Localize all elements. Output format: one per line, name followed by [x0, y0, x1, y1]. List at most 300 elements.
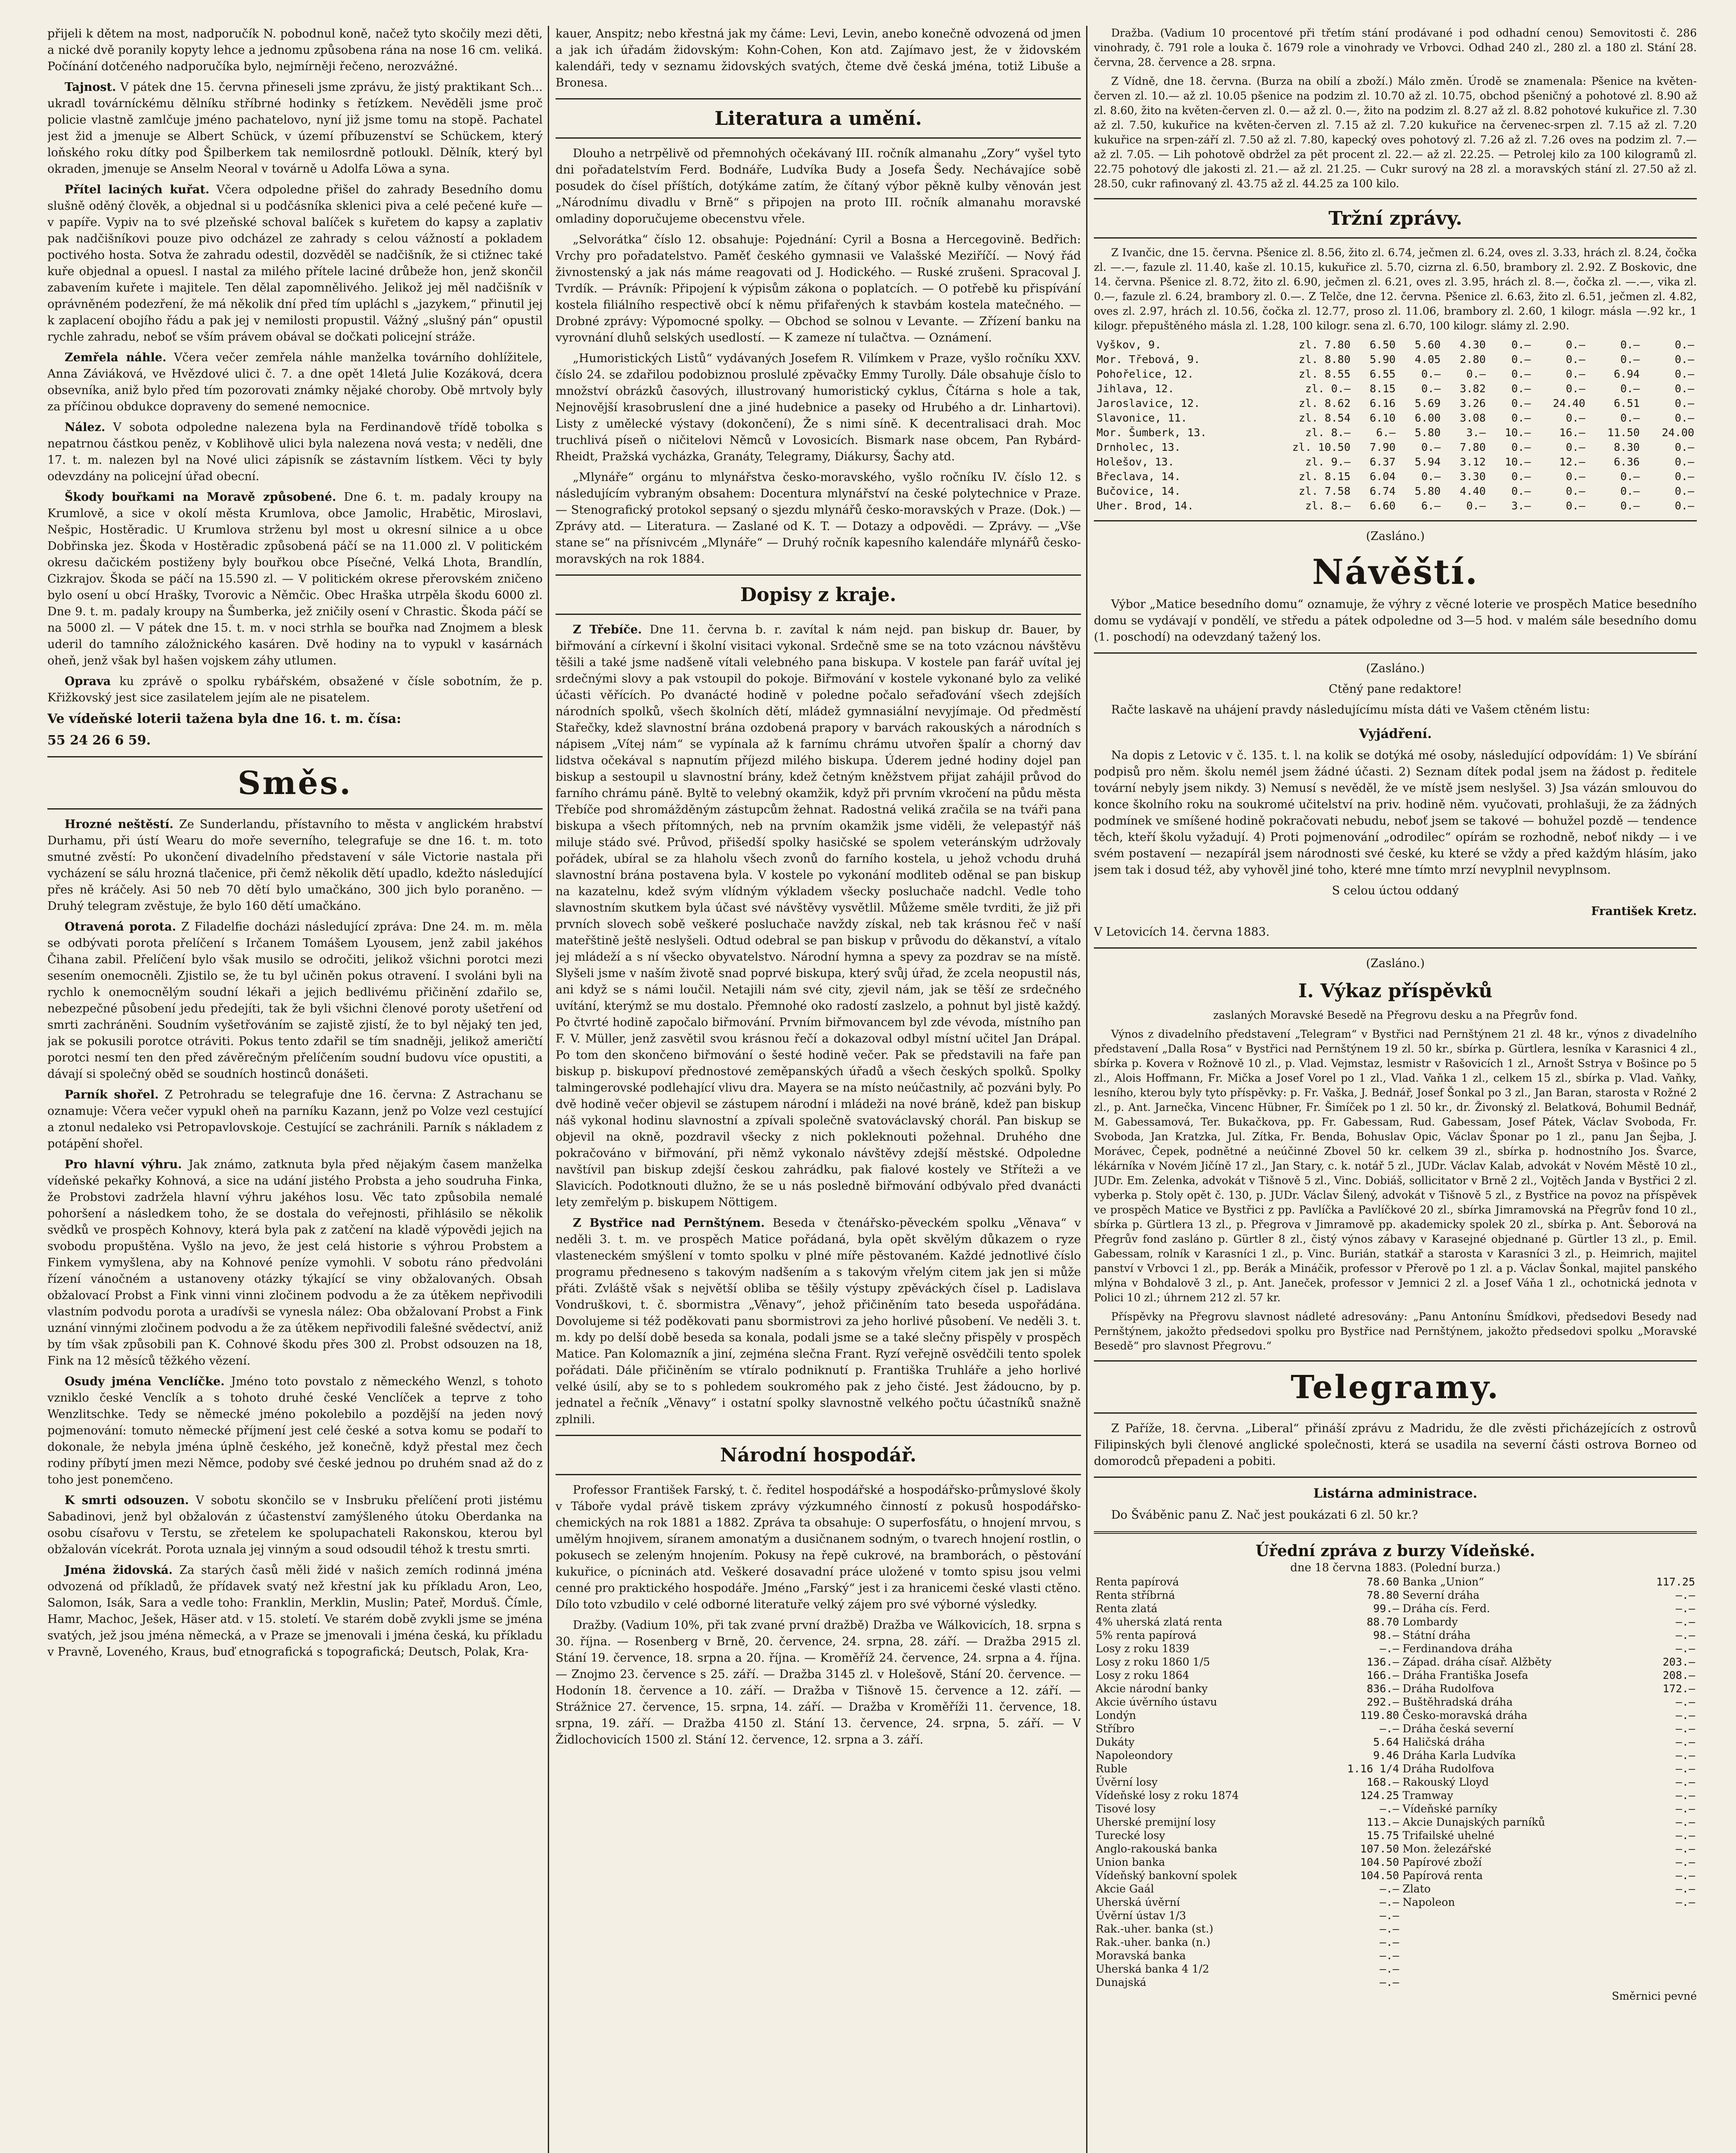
bourse-value: —.—: [1675, 1776, 1695, 1788]
market-price: 6.55: [1370, 368, 1396, 380]
bourse-value: —.—: [1379, 1963, 1399, 1975]
bourse-value: 1.16 1/4: [1347, 1762, 1399, 1775]
market-row: [1094, 382, 1697, 396]
market-price: 10.—: [1505, 426, 1531, 439]
news-text: V sobotu skončilo se v Insbruku přelíčení proti jistému Sabadinovi, jenž byl obžalován z účastenství zamýšleného útoku Oberdanka na osobu císařovu v Terstu, se zřetelem ke spolupachateli Rakonskou, kterou byl obžalován vícekrát. Porota uznala jej vinným a soud odsoudil téhož k trestu smrti.: [47, 1494, 543, 1556]
bourse-item: Uherská banka 4 1/2: [1096, 1963, 1209, 1975]
bourse-item: Úvěrní losy: [1096, 1776, 1158, 1788]
market-price: 8.30: [1614, 441, 1640, 453]
section-heading: Tržní zprávy.: [1328, 208, 1463, 230]
lottery-numbers: 55 24 26 6 59.: [47, 733, 151, 748]
bourse-value: 208.—: [1662, 1669, 1695, 1681]
section-heading: Vyjádření.: [1359, 726, 1432, 741]
market-price: 6.36: [1614, 456, 1640, 468]
bourse-row: [1094, 1575, 1697, 1588]
bourse-value: —.—: [1675, 1856, 1695, 1868]
market-price: 0.—: [1511, 397, 1531, 410]
bourse-row: [1094, 1936, 1697, 1949]
market-price: 0.—: [1620, 470, 1640, 483]
news-title: Z Bystřice nad Pernštýnem.: [573, 1216, 765, 1230]
bourse-item: Losy z roku 1864: [1096, 1669, 1189, 1681]
market-price: 0.—: [1674, 338, 1694, 351]
news-title: Zemřela náhle.: [65, 351, 167, 364]
bourse-row: [1094, 1749, 1697, 1762]
section-divider: [556, 137, 1081, 139]
market-price: zl. 8.—: [1305, 426, 1351, 439]
news-item: [47, 1492, 543, 1558]
market-price: 0.—: [1421, 470, 1441, 483]
market-price: 0.—: [1421, 441, 1441, 453]
market-price: zl. 8.—: [1305, 499, 1351, 512]
bourse-value: —.—: [1675, 1883, 1695, 1895]
market-price: 11.50: [1607, 426, 1640, 439]
news-title: Z Třebíče.: [573, 623, 642, 636]
bourse-row: [1094, 1669, 1697, 1682]
bourse-value: 166.—: [1366, 1669, 1399, 1681]
market-price: 3.30: [1460, 470, 1486, 483]
news-item: [47, 673, 543, 706]
bourse-row: [1094, 1722, 1697, 1735]
market-row: [1094, 499, 1697, 513]
news-text: V pátek dne 15. června přineseli jsme zprávu, že jistý praktikant Sch... ukradl továrníckému dělníku stříbrné hodinky s řetízkem. Nevěděli jsme proč policie vlastně zamlčuje jméno pachatelovo, nyní již jsme tomu na stopě. Pachatel jest žid a jmenuje se Albert Schück, v území příbuzenství se Schückem, který loňského roku dítky pod Špilberkem tak nemilosrdně potloukl. Dělník, který byl okraden, jmenuje se Anselm Neoral v továrně u Adolfa Löwa a syna.: [47, 81, 543, 176]
section-divider: [1094, 198, 1697, 199]
bourse-row: [1094, 1869, 1697, 1882]
news-text: Z Petrohradu se telegrafuje dne 16. června: Z Astrachanu se oznamuje: Včera večer vypukl oheň na parníku Kazann, jenž po Volze vezl cestující a ztonul nedaleko vsi Petropavlovskoje. Cestující se zachránili. Parník s nákladem z potápění shořel.: [47, 1088, 543, 1151]
market-price: zl. 0.—: [1305, 382, 1351, 395]
market-price: 0.—: [1620, 485, 1640, 497]
bourse-item: Rak.-uher. banka (n.): [1096, 1936, 1211, 1948]
market-price: 0.—: [1511, 338, 1531, 351]
market-place: Uher. Brod, 14.: [1096, 499, 1194, 512]
bourse-item: Česko-moravská dráha: [1402, 1709, 1528, 1722]
section-divider: [1094, 1531, 1697, 1534]
market-price: zl. 9.—: [1305, 456, 1351, 468]
news-text: Dne 6. t. m. padaly kroupy na Krumlově, a sice v okolí města Krumlova, obce Jamolic, Hrabětic, Miroslavi, Nešpic, Hostěradic. U Krumlova strženu byl most u okresní silnice a u obce Dobřinska jez. Škoda v Hostěradic způsobená páčí se na 11.000 zl. V politickém okresu dačickém postiženy byly bouřkou obce Písečné, Velká Lhota, Brandlín, Cizkrajov. Škoda se páčí na 15.590 zl. — V politickém okrese přerovském zničeno bylo osení u obcí Hrašky, Tvorovic a Němčic. Obec Hraška utrpěla škodu 6000 zl. Dne 9. t. m. padaly kroupy na Šumberka, jež zničily osení v Chrastic. Škoda páčí se na 5000 zl. — V pátek dne 15. t. m. v noci strhla se bouřka nad Znojmem a blesk uderil do tamního záložnického kasáren. Dvě hodiny na to vypukl v kasárnách oheň, jenž však byl hašen vojskem záhy utlumen.: [47, 490, 543, 667]
section-divider: [1094, 520, 1697, 521]
market-price: 8.15: [1370, 382, 1396, 395]
market-row: [1094, 396, 1697, 411]
market-price: 0.—: [1565, 485, 1586, 497]
bourse-value: [1633, 1949, 1697, 1962]
bourse-item: Dráha Rudolfova: [1402, 1762, 1494, 1775]
market-price: 0.—: [1565, 499, 1586, 512]
bourse-value: —.—: [1675, 1629, 1695, 1641]
market-price: 0.—: [1674, 397, 1694, 410]
bourse-row: [1094, 1709, 1697, 1722]
bourse-value: —.—: [1675, 1696, 1695, 1708]
bourse-value: —.—: [1379, 1923, 1399, 1935]
market-price: 5.94: [1415, 456, 1441, 468]
column-1: [47, 26, 543, 2153]
news-item: [47, 1087, 543, 1152]
section-divider: [47, 808, 543, 810]
section-heading: Návěští.: [1312, 552, 1479, 592]
zaslano-label: (Zasláno.): [1366, 530, 1425, 543]
section-divider: [1094, 1477, 1697, 1478]
bourse-value: —.—: [1379, 1722, 1399, 1735]
bourse-item: Akcie Dunajských parníků: [1402, 1816, 1545, 1828]
bourse-item: [1401, 1949, 1633, 1962]
market-place: Jaroslavice, 12.: [1096, 397, 1200, 410]
article-text: Příspěvky na Přegrovu slavnost nádleté adresovány: „Panu Antonínu Šmídkovi, předsedovi Besedy nad Pernštýnem, jakožto předsedovi spolku pro Bystřice nad Pernštýnem, jakožto předsedovi spolku „Moravské Besedě“ pro slavnost Přegrovu.“: [1094, 1310, 1697, 1352]
market-price: 0.—: [1511, 441, 1531, 453]
market-price: 3.08: [1460, 412, 1486, 424]
news-title: Jména židovská.: [65, 1564, 173, 1577]
bourse-row: [1094, 1682, 1697, 1695]
bourse-value: 203.—: [1662, 1656, 1695, 1668]
bourse-item: Trifailské uhelné: [1402, 1829, 1495, 1842]
bourse-row: [1094, 1829, 1697, 1842]
bourse-item: Papírové zboží: [1402, 1856, 1482, 1868]
market-price: 4.40: [1460, 485, 1486, 497]
bourse-item: Moravská banka: [1096, 1949, 1186, 1962]
bourse-value: [1633, 1936, 1697, 1949]
article-text: „Mlynáře“ orgánu to mlynářstva česko-moravského, vyšlo ročníku IV. číslo 12. s následujícím vybraným obsahem: Docentura mlynářství na české polytechnice v Praze. — Stenografický protokol sepsaný o sjezdu mlynářů česko-moravských v Praze. (Dok.) — Zprávy atd. — Literatura. — Zaslané od K. T. — Dotazy a odpovědi. — Zprávy. — „Vše stane se“ na přísnivcém „Mlynáře“ — Druhý ročník kapesního kalendáře mlynářů česko-moravských na rok 1884.: [556, 471, 1081, 566]
news-text: Dne 11. června b. r. zavítal k nám nejd. pan biskup dr. Bauer, by biřmování a církevní i školní visitaci vykonal. Srdečně sme se na toto vzácnou návštěvu těšili a také jsme nadšeně vítali velebného pana biskupa. V kostele pan farář uvítal jej srdečnými slovy a pak vstoupil do pokoje. Biřmování v kostele vykonané bylo za veliké účasti věřících. Po dvanácté hodině v poledne počalo seřaďování všech zdejších národních spolků, všech školních dětí, mládež gymnasiální nevyjímaje. Od předměstí Stařečky, kdež slavnostní brána ozdobená prapory v barvách rakouských a národních s nápisem „Vítej nám“ se vypínala až k farnímu chrámu utvořen špalír a chorný dav lidstva očekával s napnutím příjezd milého biskupa. Úderem jedné hodiny dojel pan biskup a sestoupil u slavnostní brány, kdež četným kněžstvem přijat zahájil průvod do farního chrámu páně. Byltě to velebný okamžik, když při prvním vkročení na půdu města Třebíče pod shromážděným zástupcům žehnat. Radostná veliká zračila se na tváři pana biskupa a všech přítomných, neb na prvním okamžik jsme viděli, že velepastýř náš miluje stádo své. Průvod, přišedší spolky hasičské se spolem veteránským udržovaly pořádek, ubíral se za hlaholu všech zvonů do farního kostela, u jehož vchodu druhá slavnostní brána postavena byla. V kostele po vykonání modliteb oděnal se pan biskup na kazatelnu, kdež svým vlídným výkladem všecky posluchače nadchl. Vedle toho slavnostním skutkem byla účast své návštěvy vysvětlil. Můžeme směle tvrditi, že již při prvních slovech sobě veškeré posluchače navždy získal, neb tak krásnou řeč v naší mateřštině ještě neslyšeli. Odtud odebral se pan biskup v průvodu do děkanství, a vítalo jej mládeží a s ní všecko obyvatelstvo. Národní hymna a spevy za pozdrav se na místě. Slyšeli jsme v naším životě snad poprvé biskupa, který svůj úřad, že zcela neopustil nás, ani když se s námi loučil. Netajili nám své city, zjevil nám, jak se těší ze srdečného uvítání, kterýmž se mu dostalo. Přemnohé oko radostí zaslzelo, a pohnut byl jistě každý. Po čtvrté hodině započalo biřmování. Prvním biřmovancem byl zde vévoda, místního pan F. V. Müller, jenž zasvětil svou krásnou řečí a dokazoval odbyl místní učitel Jan Drápal. Po tom den skončeno biřmování o šesté hodině večer. Pak se představili na faře pan biskup p. biskupoví přednostové zeměpanských úřadů a všech českých spolků. Spolky talmingerovské podlehající vlivu dra. Mayera se na místo neúčastnily, ač pozváni byly. Po dvě hodině večer objevil se zástupem národní i mládeži na nové bráně, kdež pan biskup náš vykonal hodinu slavnostní a zpívali společně svatováclavský chorál. Pan biskup se objevil na okně, pozdravil všecky z nich pokleknouti požehnal. Druhého dne pokračováno v biřmování, při němž vykonalo návštěvy zdejší městské. Odpoledne navštívil pan biskup zdejší českou zahrádku, pak fialové kostely ve Stříteži a ve Slavicích. Podotknouti dlužno, že se u nás posledně biřmování odbývalo před dvanácti lety zemřelým p. biskupem Nöttigem.: [556, 623, 1081, 1209]
bourse-item: Uherská úvěrní: [1096, 1896, 1180, 1908]
market-price: 0.—: [1565, 441, 1586, 453]
bourse-item: Dráha Františka Josefa: [1402, 1669, 1528, 1681]
market-price: 0.—: [1466, 368, 1486, 380]
news-item: [47, 350, 543, 415]
column-2: [556, 26, 1081, 2153]
bourse-item: Severní dráha: [1402, 1589, 1480, 1601]
bourse-value: 98.—: [1373, 1629, 1399, 1641]
market-price: 6.04: [1370, 470, 1396, 483]
bourse-value: 107.50: [1360, 1843, 1399, 1855]
bourse-item: Dráha Karla Ludvíka: [1402, 1749, 1516, 1762]
news-text: Za starých časů měli židé v našich zemích rodinná jména odvozená od příkladů, že přídavek svatý než křestní jak ku příkladu Aron, Leo, Salomon, Isák, Sara a vedle toho: Franklin, Merklin, Muslin; Pateř, Morduš. Čímle, Hamr, Machoc, Ješek, Häser atd. v 15. století. Ve starém době zvykli jsme se jména svatých, jež jsou jména německá, a v Praze se jmenovali i jména česká, ku příkladu v Pravně, Loveného, Kraus, buď etnografická s topografická; Deutsch, Polak, Kra-: [47, 1564, 543, 1659]
market-place: Jihlava, 12.: [1096, 382, 1174, 395]
zaslano-label: (Zasláno.): [1366, 662, 1425, 675]
bourse-value: —.—: [1379, 1949, 1399, 1962]
bourse-row: [1094, 1909, 1697, 1922]
bourse-item: Tramway: [1402, 1789, 1453, 1802]
bourse-item: Ruble: [1096, 1762, 1127, 1775]
bourse-item: Dráha Rudolfova: [1402, 1682, 1494, 1695]
market-price: zl. 10.50: [1292, 441, 1351, 453]
bourse-item: Rak.-uher. banka (st.): [1096, 1923, 1214, 1935]
bourse-item: Papírová renta: [1402, 1869, 1483, 1882]
section-heading: Listárna administrace.: [1313, 1486, 1478, 1501]
news-title: Přítel laciných kuřat.: [65, 183, 210, 196]
news-text: Včera večer zemřela náhle manželka továrního dohlížitele, Anna Záviáková, ve Hvězdové ulici č. 7. a dne opět 14letá Julie Kozáková, dcera obsevníka, aniž bylo před tím pozorovati známky nějaké choroby. Obě mrtvoly byly za příčinou obdukce dopraveny do semené nemocnice.: [47, 351, 543, 413]
news-title: Nález.: [65, 421, 106, 434]
news-title: K smrti odsouzen.: [65, 1494, 189, 1507]
market-price: 0.—: [1620, 499, 1640, 512]
market-price: 0.—: [1421, 382, 1441, 395]
market-price: 0.—: [1674, 353, 1694, 366]
market-row: [1094, 411, 1697, 425]
bourse-row: [1094, 1882, 1697, 1896]
section-heading: Dopisy z kraje.: [740, 584, 897, 606]
market-price: 0.—: [1565, 382, 1586, 395]
bourse-row: [1094, 1602, 1697, 1615]
bourse-value: —.—: [1675, 1816, 1695, 1828]
market-place: Vyškov, 9.: [1096, 338, 1161, 351]
place-date: V Letovicích 14. června 1883.: [1094, 925, 1270, 939]
market-place: Pohořelice, 12.: [1096, 368, 1194, 380]
bourse-item: [1401, 1962, 1633, 1976]
bourse-value: 15.75: [1366, 1829, 1399, 1842]
market-price: 0.—: [1565, 368, 1586, 380]
section-heading: Literatura a umění.: [714, 108, 922, 130]
market-price: 3.12: [1460, 456, 1486, 468]
bourse-item: Akcie národní banky: [1096, 1682, 1208, 1695]
bourse-value: —.—: [1675, 1642, 1695, 1655]
news-title: Tajnost.: [65, 81, 116, 94]
bourse-item: Vídeňské losy z roku 1874: [1096, 1789, 1239, 1802]
section-heading: I. Výkaz příspěvků: [1298, 980, 1493, 1002]
bourse-item: Londýn: [1096, 1709, 1136, 1722]
market-price: 0.—: [1620, 338, 1640, 351]
bourse-row: [1094, 1695, 1697, 1709]
news-title: Škody bouřkami na Moravě způsobené.: [65, 490, 336, 504]
bourse-row: [1094, 1855, 1697, 1869]
bourse-item: [1401, 1936, 1633, 1949]
market-price: zl. 8.80: [1298, 353, 1351, 366]
bourse-value: —.—: [1675, 1589, 1695, 1601]
market-price: 0.—: [1620, 353, 1640, 366]
news-title: Otravená porota.: [65, 920, 176, 934]
market-price: zl. 8.54: [1298, 412, 1351, 424]
bourse-value: —.—: [1675, 1869, 1695, 1882]
market-price: 0.—: [1421, 368, 1441, 380]
market-price: 4.30: [1460, 338, 1486, 351]
section-heading: Telegramy.: [1290, 1369, 1500, 1406]
bourse-row: [1094, 1789, 1697, 1802]
bourse-item: Turecké losy: [1096, 1829, 1165, 1842]
bourse-row: [1094, 1815, 1697, 1829]
bourse-item: Tisové losy: [1096, 1802, 1156, 1815]
market-price: 6.16: [1370, 397, 1396, 410]
section-heading: Směs.: [237, 765, 353, 802]
market-row: [1094, 469, 1697, 484]
bourse-value: —.—: [1675, 1829, 1695, 1842]
subheading: zaslaných Moravské Besedě na Přegrovu desku a na Přegrův fond.: [1213, 1009, 1578, 1021]
bourse-item: Západ. dráha císař. Alžběty: [1402, 1656, 1552, 1668]
bourse-item: Losy z roku 1839: [1096, 1642, 1189, 1655]
article-text: Dlouho a netrpělivě od přemnohých očekávaný III. ročník almanahu „Zory“ vyšel tyto dni pořadatelstvím Ferd. Bodnáře, Ludvíka Budy a Josefa Šedy. Nechávajíce sobě posudek do čísel příštích, dotýkáme zatím, že čítaný výbor pěkně kulby věnován jest „Národnímu divadlu v Brně“ s připojen na proto III. ročník almanahu moravské omladiny doporučujeme obecenstvu vřele.: [556, 147, 1081, 226]
market-price: 6.94: [1614, 368, 1640, 380]
section-divider: [556, 98, 1081, 99]
market-price: 0.—: [1466, 499, 1486, 512]
bourse-item: Dráha cís. Ferd.: [1402, 1602, 1490, 1615]
bourse-value: —.—: [1675, 1736, 1695, 1748]
market-row: [1094, 338, 1697, 352]
bourse-value: 124.25: [1360, 1789, 1399, 1802]
market-price: 6.00: [1415, 412, 1441, 424]
market-row: [1094, 455, 1697, 469]
article-text: Z Paříže, 18. června. „Liberal“ přináší zprávu z Madridu, že dle zvěsti přicházejících z ostrovů Filipinských byli členové anglické společnosti, která se usadila na severní části ostrova Borneo od domorodců přepadeni a pobiti.: [1094, 1422, 1697, 1468]
market-price: 6.50: [1370, 338, 1396, 351]
bourse-item: Rakouský Lloyd: [1402, 1776, 1489, 1788]
news-text: Z Filadelfie docházi následující zpráva: Dne 24. m. m. měla se odbývati porota přelíčení s Irčanem Tomášem Lyousem, jenž zabil jakéhos Čihana zabil. Přelíčení bylo však musilo se odročiti, jelikož všichni porotci mezi sesením onemocněli. Zjistilo se, že tu byl učiněn pokus otravení. I svoláni byli na rychlo k onemocnělým soudní lékaři a jejich bedlivému přičinění zdařilo se, nebezpečné působení jedu předejíti, tak že byli všichni členové poroty ušetření od smrti zachráněni. Soudním vyšetřováním se zajistě zjistí, že to byl nějaký ten jed, jak se pokusili porotce otráviti. Pokus tento zdařil se tím snadněji, jelikož američtí porotci nesmí ten den před závěrečným přelíčením soudní budovu více opustiti, a dávají si společný oběd se soudních hostinců donášeti.: [47, 920, 543, 1081]
article-text: Professor František Farský, t. č. ředitel hospodářské a hospodářsko-průmyslové školy v Táboře vydal právě tiskem zprávy výzkumného činností z pokusů hospodářsko-chemických na rok 1881 a 1882. Zpráva ta obsahuje: O superfosfátu, o hnojení mrvou, s umělým hnojivem, síranem amonatým a dusičnanem sodným, o tvarech hnojení rostlin, o pokusech se zeleným hnojením. Pokusy na řepě cukrové, na bramborách, o pěstování kukuřice, o pícninách atd. Veškeré dosavadní práce uložené v tomto spisu jsou velmi cenné pro praktického hospodáře. Jméno „Farský“ jest i za hranicemi české vlasti ctěno. Dílo toto vzbudilo v celé odborné literatuře velký zájem pro své výborné výsledky.: [556, 1483, 1081, 1611]
bourse-row: [1094, 1642, 1697, 1655]
news-text: Beseda v čtenářsko-pěveckém spolku „Věnava“ v neděli 3. t. m. ve prospěch Matice pořádaná, byla opět skvělým důkazem o ryze vlasteneckém smýšlení v tomto spolku v plné míře pěstovaném. Každé jednotlivé číslo programu předneseno s takovým nadšením a s takovým vřelým citem jak jen si může přáti. Zvláště však s největší obliba se těšily výstupy zpěváckých čísel p. Ladislava Vondruškovi, t. č. sbormistra „Věnavy“, jehož přičiněním tato beseda uspořádána. Dovolujeme si též poděkovati panu sbormistrovi za jeho horlivé působení. Ve neděli 3. t. m. kdy po delší době beseda sa konala, podali jsme se a také slečny přispěly v prospěch Matice. Pan Kolomazník a jiní, zejména slečna Frant. Ryzí veřejně osvědčili tento spolek pořádati. Dále přičiněním se vtíralo podniknutí p. Františka Truhláře a jeho horlivé velké úsilí, aby se to s pohledem soukromého pak z jeho čisté. Jest žádoucno, by p. jednatel a řečník „Věnavy“ i ostatní spolky slavnostně velkého počtu účastníků snažně zplnili.: [556, 1216, 1081, 1426]
market-price: zl. 7.80: [1298, 338, 1351, 351]
market-place: Bučovice, 14.: [1096, 485, 1181, 497]
news-item: [47, 1562, 543, 1660]
news-item: [47, 182, 543, 345]
section-divider: [556, 1435, 1081, 1436]
market-price: 0.—: [1674, 470, 1694, 483]
bourse-value: 88.70: [1366, 1616, 1399, 1628]
market-price: 0.—: [1620, 412, 1640, 424]
bourse-row: [1094, 1949, 1697, 1962]
market-price: 0.—: [1511, 382, 1531, 395]
article-text: Do Šváběnic panu Z. Nač jest poukázati 6 zl. 50 kr.?: [1111, 1508, 1418, 1522]
bourse-value: 119.80: [1360, 1709, 1399, 1722]
salutation: Ctěný pane redaktore!: [1329, 683, 1462, 696]
section-divider: [1094, 947, 1697, 949]
bourse-item: 4% uherská zlatá renta: [1096, 1616, 1223, 1628]
market-price: 0.—: [1674, 368, 1694, 380]
news-text: Ze Sunderlandu, přístavního to města v anglickém hrabství Durhamu, při ústí Wearu do moře severního, telegrafuje se dne 16. t. m. toto smutné zvěstí: Po ukončení divadelního představení v sále Victorie nastala při vycházení se sálu hrozná tlačenice, při čemž několik dětí upadlo, kdežto následující přes ně kráčely. Asi 50 neb 70 dětí bylo umačkáno, 300 jich bylo poraněno. — Druhý telegram zvěstuje, že bylo 160 dětí umačkáno.: [47, 818, 543, 913]
bourse-item: Dunajská: [1096, 1976, 1146, 1989]
bourse-item: Dráha česká severní: [1402, 1722, 1514, 1735]
bourse-value: [1633, 1962, 1697, 1976]
bourse-value: [1633, 1909, 1697, 1922]
news-title: Parník shořel.: [65, 1088, 159, 1101]
bourse-item: Vídeňské parníky: [1402, 1802, 1497, 1815]
bourse-value: —.—: [1675, 1789, 1695, 1802]
bourse-item: Napoleondory: [1096, 1749, 1173, 1762]
bourse-value: —.—: [1379, 1909, 1399, 1922]
article-text: Na dopis z Letovic v č. 135. t. l. na kolik se dotýká mé osoby, následující odpovídám: 1) Ve sbírání podpisů pro něm. školu nemél jsem žádné účasti. 2) Seznam dítek podal jsem na žádost p. ředitele tovární nebyly jsem nikdy. 3) Nemusí s nevěděl, že ve místě jsem neslyšel. 3) Jsa vázán smlouvou do konce školního roku na soukromé učitelství na priv. hodině něm. vyučovati, prohlašuji, že za žádných podmínek ve smíšené hodině pokračovati nebudu, neboť jsem se takové — bohužel pozdě — tendence těch, kteří školu vyžadují. 4) Proti pojmenování „odrodilec“ opírám se rozhodně, neboť nikdy — i ve svém postavení — nezapírál jsem národnosti své české, ku které se vždy a před každým hlásím, jako jsem tak i dosud též, aby vyhověl jiné toho, které mne tímto mrzí nevyplnil nevyplnsom.: [1094, 749, 1697, 877]
bourse-item: [1401, 1909, 1633, 1922]
bourse-value: —.—: [1675, 1602, 1695, 1615]
market-price: 6.60: [1370, 499, 1396, 512]
bourse-value: —.—: [1379, 1802, 1399, 1815]
market-price: 6.74: [1370, 485, 1396, 497]
section-divider: [556, 574, 1081, 576]
bourse-item: Renta stříbrná: [1096, 1589, 1175, 1601]
column-3: [1094, 26, 1697, 2153]
bourse-item: Buštěhradská dráha: [1402, 1696, 1513, 1708]
market-price: zl. 8.55: [1298, 368, 1351, 380]
news-item: [556, 1215, 1081, 1428]
market-price: 0.—: [1511, 353, 1531, 366]
bourse-value: —.—: [1379, 1642, 1399, 1655]
market-place: Mor. Třebová, 9.: [1096, 353, 1200, 366]
market-price: 0.—: [1511, 485, 1531, 497]
bourse-row: [1094, 1762, 1697, 1775]
market-price: 6.10: [1370, 412, 1396, 424]
market-price: 0.—: [1674, 412, 1694, 424]
section-divider: [556, 614, 1081, 615]
bourse-item: Union banka: [1096, 1856, 1165, 1868]
bourse-value: 78.80: [1366, 1589, 1399, 1601]
market-price: 0.—: [1511, 368, 1531, 380]
article-text: Z Vídně, dne 18. června. (Burza na obilí a zboží.) Málo změn. Úrodě se znamenala: Pšenice na květen-červen zl. 10.— až zl. 10.05 pšenice na podzim zl. 10.70 až zl. 10.75, obchod pšeničný a pohotové zl. 8.90 až zl. 8.60, žito na květen-červen zl. 0.— až zl. 0.—, žito na podzim zl. 8.27 až zl. 8.82 pohotové kukuřice zl. 7.30 až zl. 7.50, kukuřice na květen-červen zl. 7.15 až zl. 7.20 kukuřice na červenec-srpen zl. 7.15 až zl. 7.20 kukuřice na srpen-září zl. 7.50 až zl. 7.80, kapecký oves pohotový zl. 7.26 až zl. 7.26 oves na podzim zl. 7.— až zl. 7.05. — Lih pohotově obdržel za pět procent zl. 22.— až zl. 22.25. — Petrolej kilo za 100 kilogramů zl. 22.75 pohotový dle jakosti zl. 21.— až zl. 21.25. — Cukr surový na 28 zl. a moravských stání zl. 27.50 až zl. 28.50, cukr rafinovaný zl. 43.75 až zl. 44.25 za 100 kilo.: [1094, 75, 1697, 190]
market-price: 6.—: [1376, 426, 1396, 439]
article-text: Dražby. (Vadium 10%, při tak zvané první dražbě) Dražba ve Wálkovicích, 18. srpna s 30. října. — Rosenberg v Brně, 20. července, 24. srpna, 28. září. — Dražba 2915 zl. Stání 19. července, 18. srpna a 20. října. — Kroměříž 24. července, 24. srpna a 4. října. — Znojmo 23. července s 25. září. — Dražba 3145 zl. v Holešově, Stání 20. července. — Hodonín 18. července a 10. září. — Dražba v Tišnově 15. července a 12. září. — Strážnice 27. července, 15. srpna, 14. září. — Dražba v Kroměříži 11. července, 18. srpna, 19. září. — Dražba 4150 zl. Stání 13. července, 24. srpna, 5. září. — V Židlochovicích 1500 zl. Stání 12. července, 12. srpna a 3. září.: [556, 1619, 1081, 1747]
news-item: [47, 816, 543, 915]
market-price: zl. 8.62: [1298, 397, 1351, 410]
bourse-row: [1094, 1842, 1697, 1855]
section-divider: [47, 756, 543, 757]
bourse-value: 136.—: [1366, 1656, 1399, 1668]
closing: S celou úctou oddaný: [1332, 884, 1459, 897]
bourse-value: —.—: [1675, 1762, 1695, 1775]
section-heading: Národní hospodář.: [720, 1444, 916, 1466]
market-row: [1094, 367, 1697, 382]
market-price: 0.—: [1511, 470, 1531, 483]
bourse-item: Dukáty: [1096, 1736, 1135, 1748]
bourse-item: Lombardy: [1402, 1616, 1458, 1628]
bourse-item: Uherské premijní losy: [1096, 1816, 1216, 1828]
bourse-item: [1401, 1976, 1633, 1989]
bourse-value: 5.64: [1373, 1736, 1399, 1748]
bourse-row: [1094, 1962, 1697, 1976]
news-text: ku zprávě o spolku rybářském, obsažené v čísle sobotním, že p. Křižkovský jest sice zasilatelem jejím ale ne pisatelem.: [47, 675, 543, 704]
bourse-value: —.—: [1675, 1709, 1695, 1722]
news-item: [556, 622, 1081, 1211]
market-price: 0.—: [1674, 441, 1694, 453]
news-text: Včera odpoledne přišel do zahrady Besedního domu slušně oděný člověk, a objednal si u podčásníka sklenici piva a celé pečené kuře — v papíře. Vypiv na to své plzeňské schoval balíček s kuřetem do kapsy a zaplativ pak nadčišníkovi pouze pivo odcházel ze zahrady s celou vážností a pokladem poctivého hosta. Sotva že zahradu odestil, dozvěděl se nadčišník, že si ctižnec také kuře objednal a opuesl. I nastal za milého přítele laciné drůbeže hon, jenž skončil zabavením kuřete i majitele. Ten dělal zapomnělivého. Jelikož jej měl nadčišník v oprávněném podezření, že má několik dní před tím upláchl s „jazykem,“ přinutil jej k zaplacení obojího řádu a pak jej v nemilosti propustil. Vážný „slušný pán“ opustil rychle zahradu, neboť se vším právem obával se dočkati policejní stráže.: [47, 183, 543, 344]
bourse-item: Akcie Gaál: [1096, 1883, 1154, 1895]
bourse-row: [1094, 1775, 1697, 1789]
bourse-item: Státní dráha: [1402, 1629, 1471, 1641]
market-price: 3.82: [1460, 382, 1486, 395]
bourse-value: 292.—: [1366, 1696, 1399, 1708]
market-price: 7.80: [1460, 441, 1486, 453]
bourse-value: —.—: [1379, 1896, 1399, 1908]
bourse-value: [1633, 1922, 1697, 1936]
bourse-row: [1094, 1976, 1697, 1989]
bourse-footer: Směrnici pevné: [1612, 1990, 1697, 2002]
bourse-value: —.—: [1379, 1883, 1399, 1895]
article-text: Z Ivančic, dne 15. června. Pšenice zl. 8.56, žito zl. 6.74, ječmen zl. 6.24, oves zl. 3.33, hrách zl. 8.24, čočka zl. —.—, fazule zl. 11.40, kaše zl. 10.15, kukuřice zl. 5.70, cizrna zl. 6.50, brambory zl. 2.92. Z Boskovic, dne 14. června. Pšenice zl. 8.72, žito zl. 6.90, ječmen zl. 6.21, oves zl. 3.95, hrách zl. 8.—, čočka zl. —.—, vika zl. 0.—, fazule zl. 6.24, brambory zl. 0.—. Z Telče, dne 12. června. Pšenice zl. 6.63, žito zl. 6.51, ječmen zl. 4.82, oves zl. 2.97, hrách zl. 10.56, čočka zl. 12.77, proso zl. 11.06, brambory zl. 2.60, 1 kilogr. másla —.92 kr., 1 kilogr. přepuštěného másla zl. 1.28, 100 kilogr. sena zl. 6.70, 100 kilogr. slámy zl. 2.90.: [1094, 246, 1697, 332]
bourse-item: Banka „Union“: [1402, 1576, 1484, 1588]
market-price: 5.80: [1415, 426, 1441, 439]
market-row: [1094, 484, 1697, 499]
bourse-item: Mon. železářské: [1402, 1843, 1491, 1855]
bourse-value: 9.46: [1373, 1749, 1399, 1762]
market-price: 7.90: [1370, 441, 1396, 453]
news-item: [47, 489, 543, 669]
bourse-value: 104.50: [1360, 1869, 1399, 1882]
market-price: 2.80: [1460, 353, 1486, 366]
market-price: 4.05: [1415, 353, 1441, 366]
market-price: 0.—: [1565, 470, 1586, 483]
market-place: Mor. Šumberk, 13.: [1096, 426, 1207, 439]
bourse-item: Napoleon: [1402, 1896, 1455, 1908]
market-row: [1094, 352, 1697, 367]
bourse-value: [1633, 1976, 1697, 1989]
market-price: zl. 8.15: [1298, 470, 1351, 483]
market-price: 6.51: [1614, 397, 1640, 410]
news-item: [47, 1374, 543, 1488]
market-price: 0.—: [1511, 412, 1531, 424]
bourse-item: Losy z roku 1860 1/5: [1096, 1656, 1210, 1668]
market-place: Slavonice, 11.: [1096, 412, 1187, 424]
bourse-value: 117.25: [1656, 1576, 1695, 1588]
bourse-item: Ferdinandova dráha: [1402, 1642, 1513, 1655]
news-item: [47, 79, 543, 177]
market-price: 10.—: [1505, 456, 1531, 468]
bourse-table: [1094, 1575, 1697, 1989]
bourse-title: Úřední zpráva z burzy Vídeňské.: [1255, 1542, 1535, 1560]
news-item: [47, 419, 543, 485]
bourse-item: Stříbro: [1096, 1722, 1135, 1735]
market-place: Drnholec, 13.: [1096, 441, 1181, 453]
news-title: Osudy jména Venclíčke.: [65, 1375, 225, 1388]
bourse-item: Úvěrní ústav 1/3: [1096, 1909, 1186, 1922]
market-table: [1094, 338, 1697, 513]
